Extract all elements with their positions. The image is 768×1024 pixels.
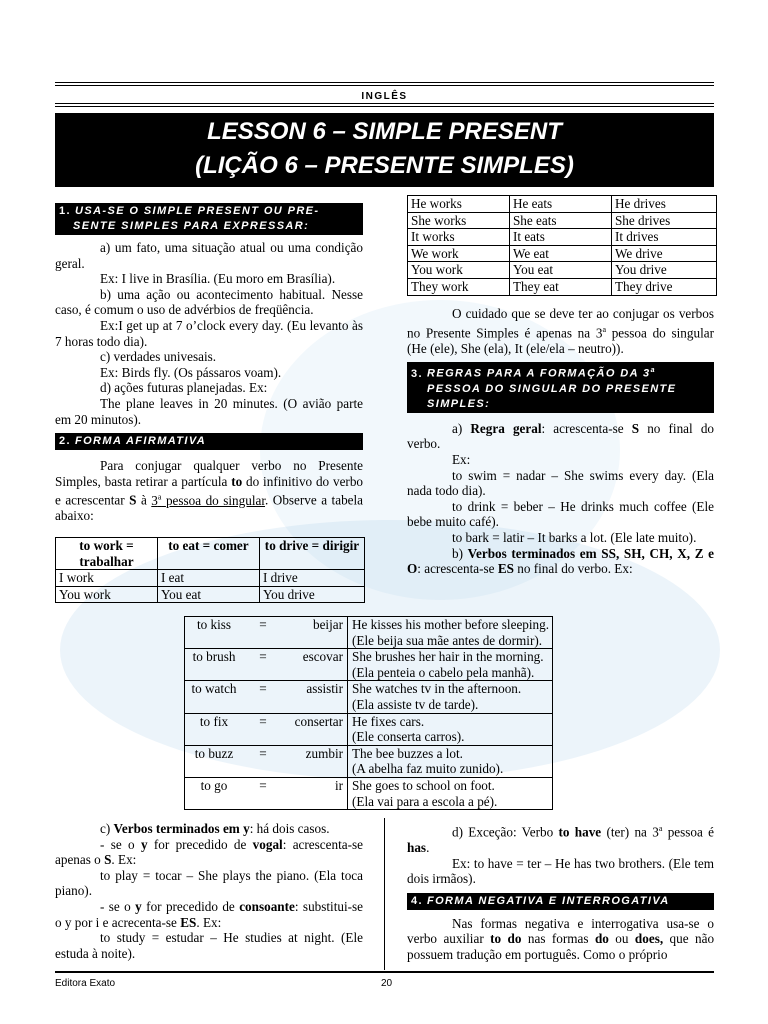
left-column: [55, 203, 363, 524]
table-header: to drive = dirigir: [259, 538, 364, 570]
example-verb: to brush: [192, 649, 236, 665]
example-verb: to buzz: [194, 745, 234, 761]
example-row: [185, 745, 553, 777]
lower-left-column: [55, 821, 363, 961]
example-verb: to watch: [191, 681, 237, 697]
table-cell: You work: [56, 586, 158, 603]
rule-c-1: - se o y for precedido de vogal: acrescenta-se apenas o S. Ex:: [55, 836, 363, 868]
table-row: He works He eats He drives: [408, 196, 717, 213]
section-title-cont: SENTE SIMPLES PARA EXPRESSAR:: [73, 220, 310, 232]
section-number: 2.: [59, 435, 71, 448]
table-row: [56, 570, 365, 587]
table-row: [56, 586, 365, 603]
example-translation: consertar: [294, 713, 343, 729]
section-title: FORMA NEGATIVA E INTERROGATIVA: [426, 894, 670, 907]
usage-c: c) verdades univesais.: [100, 349, 217, 365]
table-row: It works It eats It drives: [408, 229, 717, 246]
affirmative-paragraph: Para conjugar qualquer verbo no Presente Simples, basta retirar a partícula to do infinitivo do verbo e acrescentar S à 3$^a$ pessoa do singular. Observe a tabela abaixo:: [55, 458, 364, 524]
table-row: They work They eat They drive: [408, 278, 717, 295]
example-portuguese: (Ela assiste tv de tarde).: [352, 696, 479, 712]
usage-a: a) um fato, uma situação atual ou uma condição geral.: [55, 240, 363, 271]
rule-a-example-2: to drink = beber – He drinks much coffee (Ele bebe muito café).: [407, 498, 714, 530]
rule-a-example-1: to swim = nadar – She swims every day. (Ela nada todo dia).: [407, 467, 714, 499]
example-sentence: [348, 713, 553, 745]
example-row: [185, 617, 553, 649]
example-translation: ir: [334, 777, 343, 793]
example-row: [185, 713, 553, 745]
example-verb: to fix: [199, 713, 229, 729]
usage-b-example: Ex:I get up at 7 o’clock every day. (Eu levanto às 7 horas todo dia).: [55, 317, 363, 349]
example-sentence: [348, 681, 553, 713]
table-cell: I eat: [157, 570, 259, 587]
table-row: You work You eat You drive: [408, 262, 717, 279]
example-equals: =: [259, 681, 267, 697]
section-title-cont: PESSOA DO SINGULAR DO PRESENTE: [427, 382, 677, 395]
rule-c-1-example: to play = tocar – She plays the piano. (Ela toca piano).: [55, 867, 363, 899]
rule-b: b) Verbos terminados em SS, SH, CH, X, Z e O: acrescenta-se ES no final do verbo. Ex:: [407, 545, 715, 577]
lesson-banner: [55, 113, 714, 187]
section-number: 3.: [411, 367, 423, 380]
table-cell: You drive: [259, 586, 364, 603]
table-cell: You eat: [157, 586, 259, 603]
header-rule-bottom-2: [55, 106, 714, 107]
section-title: REGRAS PARA A FORMAÇÃO DA 3: [426, 367, 651, 380]
negative-paragraph: Nas formas negativa e interrogativa usa-se o verbo auxiliar to do nas formas do ou does, que não possuem tradução em português. Como o próprio: [407, 915, 715, 962]
section-1-heading: [55, 203, 363, 235]
rule-d: d) Exceção: Verbo to have (ter) na 3$^a$ pessoa é has.: [407, 824, 715, 855]
example-equals: =: [259, 649, 267, 665]
example-equals: =: [259, 617, 267, 632]
example-sentence: [348, 649, 553, 681]
example-equals: =: [259, 777, 267, 793]
example-row: [185, 681, 553, 713]
lower-right-column: [407, 821, 714, 963]
section-4-heading: [407, 893, 714, 910]
care-paragraph: O cuidado que se deve ter ao conjugar os verbos no Presente Simples é apenas na 3$^a$ pessoa do singular (He (ele), She (ela), It (ele/ela – neutro)).: [407, 306, 714, 356]
rule-a-ex-label: Ex:: [452, 452, 471, 468]
example-english: She watches tv in the afternoon.: [352, 681, 522, 697]
example-portuguese: (Ele beija sua mãe antes de dormir).: [352, 632, 543, 648]
example-portuguese: (Ela vai para a escola a pé).: [352, 793, 498, 809]
example-row: [185, 777, 553, 809]
usage-d: d) ações futuras planejadas. Ex:: [100, 380, 268, 396]
example-translation: zumbir: [305, 745, 343, 761]
header-rule-top-2: [55, 85, 714, 86]
page-number: 20: [381, 978, 393, 989]
rule-c: c) Verbos terminados em y: há dois casos.: [100, 821, 330, 836]
table-row: We work We eat We drive: [408, 245, 717, 262]
rule-c-2: - se o y for precedido de consoante: substitui-se o y por i e acrecenta-se ES. Ex:: [55, 898, 364, 930]
example-english: She brushes her hair in the morning.: [352, 649, 544, 665]
subject-title: INGLÊS: [361, 91, 408, 102]
footer-rule: [55, 971, 714, 973]
section-title: USA-SE O SIMPLE PRESENT OU PRE-: [74, 205, 320, 217]
example-translation: escovar: [302, 649, 343, 665]
example-translation: beijar: [312, 617, 343, 632]
rule-a: a) Regra geral: acrescenta-se S no final do verbo.: [407, 420, 715, 452]
section-3-heading: 3. REGRAS PARA A FORMAÇÃO DA 3$^a$ PESSOA DO SINGULAR DO PRESENTE SIMPLES:: [407, 362, 714, 413]
example-sentence: [348, 777, 553, 809]
table-cell: I work: [56, 570, 158, 587]
example-sentence: [348, 617, 553, 649]
example-verb: to kiss: [196, 617, 232, 632]
rule-d-example: Ex: to have = ter – He has two brothers. (Ele tem dois irmãos).: [407, 855, 714, 887]
example-portuguese: (Ele conserta carros).: [352, 729, 465, 745]
lesson-title: LESSON 6 – SIMPLE PRESENT: [207, 118, 562, 145]
example-portuguese: (Ela penteia o cabelo pela manhã).: [352, 664, 535, 680]
table-header: to work = trabalhar: [56, 538, 158, 570]
conjugation-table-right: [407, 195, 717, 296]
section-title: FORMA AFIRMATIVA: [74, 435, 207, 448]
section-number: 4.: [411, 894, 423, 907]
rule-c-2-example: to study = estudar – He studies at night. (Ele estuda à noite).: [55, 930, 363, 961]
example-sentence: [348, 745, 553, 777]
conjugation-table-left: [55, 537, 365, 603]
example-translation: assistir: [306, 681, 343, 697]
usage-a-example: Ex: I live in Brasília. (Eu moro em Brasília).: [100, 271, 336, 287]
usage-d-example: The plane leaves in 20 minutes. (O avião parte em 20 minutos).: [55, 395, 363, 427]
example-row: [185, 649, 553, 681]
column-divider: [384, 818, 385, 970]
examples-table: [184, 616, 553, 810]
section-title-cont: SIMPLES:: [427, 397, 491, 410]
example-english: He fixes cars.: [352, 713, 425, 729]
example-english: She goes to school on foot.: [352, 777, 495, 793]
header-rule-top: [55, 82, 714, 83]
example-equals: =: [259, 745, 267, 761]
example-equals: =: [259, 713, 267, 729]
usage-b: b) uma ação ou acontecimento habitual. Nesse caso, é comum o uso de advérbios de freqüência.: [55, 286, 363, 318]
section-number: 1.: [59, 205, 71, 217]
example-verb: to go: [200, 777, 228, 793]
rule-a-example-3: to bark = latir – It barks a lot. (Ele late muito).: [452, 529, 697, 545]
example-english: He kisses his mother before sleeping.: [352, 617, 550, 632]
publisher: Editora Exato: [55, 978, 116, 989]
table-row: She works She eats She drives: [408, 212, 717, 229]
example-english: The bee buzzes a lot.: [352, 745, 463, 761]
header-rule-bottom: [55, 103, 714, 104]
table-header: to eat = comer: [157, 538, 259, 570]
table-cell: I drive: [259, 570, 364, 587]
example-portuguese: (A abelha faz muito zunido).: [352, 761, 504, 777]
lesson-subtitle: (LIÇÃO 6 – PRESENTE SIMPLES): [195, 152, 574, 179]
section-2-heading: [55, 433, 363, 450]
usage-c-example: Ex: Birds fly. (Os pássaros voam).: [100, 364, 282, 380]
right-column: [407, 306, 714, 577]
footer: [55, 976, 714, 992]
